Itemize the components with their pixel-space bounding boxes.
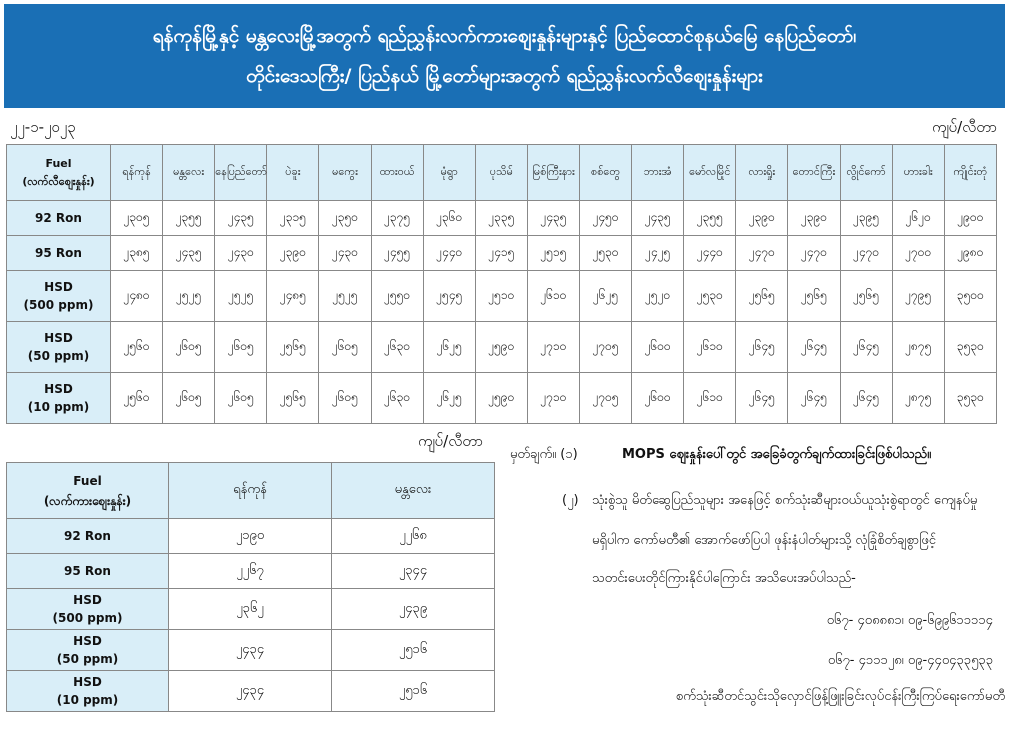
price-cell: ၂၆၁၀ (684, 322, 736, 373)
wholesale-city-header: ရန်ကုန် (169, 463, 332, 519)
price-cell: ၂၅၁၅ (527, 236, 579, 271)
price-cell: ၂၆၀၀ (632, 373, 684, 424)
note-2-line1: သုံးစွဲသူ မိတ်ဆွေပြည်သူများ အနေဖြင့် စက်သုံးဆီများဝယ်ယူသုံးစွဲရာတွင် ကျေနပ်မှု (592, 493, 978, 508)
price-cell: ၂၄၃၄ (169, 630, 332, 671)
fuel-type-cell (7, 519, 169, 554)
price-cell: ၂၅၂၅ (215, 271, 267, 322)
price-cell: ၂၅၆၀ (111, 373, 163, 424)
retail-city-header: မကွေး (319, 145, 371, 201)
wholesale-price-table (6, 462, 495, 712)
fuel-type-text: (10 ppm) (56, 693, 119, 707)
price-cell: ၂၉၈၀ (944, 236, 996, 271)
page-header (4, 4, 1005, 108)
price-cell: ၂၄၃၅ (163, 236, 215, 271)
price-cell: ၂၆၀၅ (319, 373, 371, 424)
fuel-header-text: (လက်လီစျေးနှုန်း) (22, 174, 95, 188)
price-cell: ၂၅၂၅ (163, 271, 215, 322)
price-cell: ၂၆၄၅ (840, 322, 892, 373)
phone-line-2: ၀၆၇- ၄၁၁၁၂၈၊ ၀၉-၄၄၀၄၃၃၅၃၃ (827, 653, 993, 668)
price-cell: ၂၃၅၅ (163, 201, 215, 236)
retail-city-header: ဘားအံ (632, 145, 684, 201)
fuel-type-text: (10 ppm) (27, 400, 90, 414)
price-cell: ၂၆၄၅ (736, 322, 788, 373)
fuel-type-text: HSD (44, 382, 73, 396)
price-cell: ၂၃၈၅ (111, 236, 163, 271)
price-cell: ၂၄၄၀ (684, 236, 736, 271)
price-cell: ၂၆၁၀ (684, 373, 736, 424)
fuel-header-text: Fuel (45, 156, 72, 170)
price-cell: ၂၈၇၅ (892, 373, 944, 424)
price-cell: ၂၆၄၅ (788, 373, 840, 424)
price-cell: ၂၃၉၀ (788, 201, 840, 236)
price-cell: ၂၆၀၅ (215, 322, 267, 373)
price-cell: ၂၇၀၅ (579, 322, 631, 373)
price-cell: ၂၄၅၀ (579, 201, 631, 236)
fuel-type-text: 95 Ron (64, 564, 111, 578)
phone-line-1: ၀၆၇- ၄၀၈၈၈၁၊ ၀၉-၆၉၉၆၁၁၁၁၄ (826, 613, 993, 628)
price-cell: ၂၇၉၅ (892, 271, 944, 322)
price-cell: ၂၆၄၅ (736, 373, 788, 424)
price-cell: ၂၇၀၀ (892, 236, 944, 271)
price-cell: ၃၅၃၀ (944, 373, 996, 424)
price-cell: ၂၅၃၀ (684, 271, 736, 322)
table-row (7, 373, 997, 424)
fuel-type-text: HSD (73, 593, 102, 607)
price-cell: ၂၄၃၅ (632, 201, 684, 236)
fuel-type-cell (7, 671, 169, 712)
retail-city-header: ပုသိမ် (475, 145, 527, 201)
price-cell: ၂၃၆၂ (169, 589, 332, 630)
retail-city-header: လွိုင်ကော် (840, 145, 892, 201)
header-title-line2: တိုင်းဒေသကြီး/ ပြည်နယ် မြို့တော်များအတွက် ရည်ညွှန်းလက်လီစျေးနှုန်းများ (246, 65, 763, 87)
price-cell: ၂၄၃၉ (332, 589, 495, 630)
price-cell: ၂၅၅၀ (371, 271, 423, 322)
price-cell: ၂၅၉၀ (475, 373, 527, 424)
price-cell: ၂၅၉၀ (475, 322, 527, 373)
price-cell: ၂၅၆၅ (736, 271, 788, 322)
price-cell: ၂၇၀၅ (579, 373, 631, 424)
retail-city-header: ပဲခူး (267, 145, 319, 201)
table-row (7, 630, 495, 671)
price-cell: ၂၅၆၅ (267, 373, 319, 424)
retail-header-row (7, 145, 997, 201)
price-cell: ၂၅၆၀ (111, 322, 163, 373)
price-cell: ၂၄၁၅ (475, 236, 527, 271)
price-cell: ၂၆၂၅ (579, 271, 631, 322)
price-cell: ၂၃၁၅ (267, 201, 319, 236)
price-cell: ၂၄၇၀ (736, 236, 788, 271)
fuel-type-cell (7, 201, 111, 236)
retail-city-header: မုံရွာ (423, 145, 475, 201)
price-cell: ၂၃၉၀ (267, 236, 319, 271)
price-cell: ၂၁၉၀ (169, 519, 332, 554)
fuel-type-text: (500 ppm) (23, 298, 94, 312)
price-cell: ၂၅၃၀ (579, 236, 631, 271)
price-cell: ၂၆၂၅ (423, 373, 475, 424)
price-cell: ၂၃၄၄ (332, 554, 495, 589)
wholesale-header-row (7, 463, 495, 519)
price-cell: ၂၅၂၀ (632, 271, 684, 322)
table-row (7, 271, 997, 322)
price-cell: ၂၄၂၅ (632, 236, 684, 271)
price-cell: ၂၄၃၀ (319, 236, 371, 271)
price-cell: ၂၃၅၅ (684, 201, 736, 236)
retail-city-header: မော်လမြိုင် (684, 145, 736, 201)
retail-city-header: ဟားခါး (892, 145, 944, 201)
price-cell: ၂၆၀၅ (163, 373, 215, 424)
retail-city-header: ရန်ကုန် (111, 145, 163, 201)
retail-city-header: မြစ်ကြီးနား (527, 145, 579, 201)
price-cell: ၂၆၀၅ (215, 373, 267, 424)
price-cell: ၂၃၀၅ (111, 201, 163, 236)
price-cell: ၂၆၃၀ (371, 373, 423, 424)
fuel-type-text: 92 Ron (64, 529, 111, 543)
price-cell: ၂၄၄၀ (423, 236, 475, 271)
price-cell: ၂၅၁၆ (332, 630, 495, 671)
fuel-type-text: (50 ppm) (27, 349, 90, 363)
price-cell: ၂၂၆၈ (332, 519, 495, 554)
price-cell: ၂၆၃၀ (371, 322, 423, 373)
fuel-header-text: (လက်ကားစျေးနှုန်း) (43, 493, 132, 508)
fuel-type-text: 95 Ron (35, 246, 82, 260)
fuel-type-cell (7, 271, 111, 322)
note-2-line2: မရှိပါက ကော်မတီ၏ အောက်ဖော်ပြပါ ဖုန်းနံပါတ်များသို့ လုံခြုံစိတ်ချစွာဖြင့် (592, 533, 936, 548)
fuel-header-text: Fuel (73, 473, 102, 488)
table-row (7, 236, 997, 271)
price-cell: ၂၅၁၀ (475, 271, 527, 322)
note-1: MOPS စျေးနှုန်းပေါ်တွင် အခြေခံတွက်ချက်ထားခြင်းဖြစ်ပါသည်။ (622, 447, 932, 462)
unit-label: ကျပ်/လီတာ (931, 118, 997, 136)
price-cell: ၂၄၃၅ (215, 201, 267, 236)
price-cell: ၂၅၆၅ (267, 322, 319, 373)
fuel-type-text: (500 ppm) (52, 611, 123, 625)
fuel-type-text: 92 Ron (35, 211, 82, 225)
fuel-type-text: (50 ppm) (56, 652, 119, 666)
fuel-type-cell (7, 236, 111, 271)
table-row (7, 322, 997, 373)
fuel-type-cell (7, 373, 111, 424)
price-cell: ၂၆၄၅ (788, 322, 840, 373)
price-cell: ၂၅၄၅ (423, 271, 475, 322)
price-cell: ၂၈၇၅ (892, 322, 944, 373)
price-cell: ၂၃၇၅ (371, 201, 423, 236)
price-cell: ၂၄၃၄ (169, 671, 332, 712)
retail-city-header: မန္တလေး (163, 145, 215, 201)
table-row (7, 519, 495, 554)
price-cell: ၂၄၇၀ (840, 236, 892, 271)
price-cell: ၂၄၈၅ (267, 271, 319, 322)
retail-city-header: ကျိုင်းတုံ (944, 145, 996, 201)
note-prefix: မှတ်ချက်။ (၁) (510, 447, 578, 462)
price-cell: ၂၆၂၅ (423, 322, 475, 373)
price-cell: ၂၅၁၆ (332, 671, 495, 712)
price-cell: ၂၃၉၀ (736, 201, 788, 236)
fuel-type-cell (7, 589, 169, 630)
price-cell: ၂၅၆၅ (840, 271, 892, 322)
price-cell: ၃၅၃၀ (944, 322, 996, 373)
wholesale-fuel-header (7, 463, 169, 519)
price-cell: ၂၄၈၀ (111, 271, 163, 322)
price-cell: ၂၅၂၅ (319, 271, 371, 322)
table-row (7, 554, 495, 589)
fuel-type-text: HSD (73, 634, 102, 648)
retail-price-table (6, 144, 997, 424)
committee-name: စက်သုံးဆီတင်သွင်းသိုလှောင်ဖြန့်ဖြူးခြင်းလုပ်ငန်းကြီးကြပ်ရေးကော်မတီ (675, 689, 1005, 704)
table-row (7, 589, 495, 630)
table-row (7, 201, 997, 236)
fuel-type-text: HSD (44, 280, 73, 294)
retail-city-header: ထားဝယ် (371, 145, 423, 201)
header-title-line1: ရန်ကုန်မြို့နှင့် မန္တလေးမြို့အတွက် ရည်ညွှန်းလက်ကားစျေးနှုန်းများနှင့် ပြည်ထောင်စုနယ်မြေ နေပြည်တော်၊ (152, 25, 857, 47)
price-cell: ၂၆၄၅ (840, 373, 892, 424)
note-2-number: (၂) (562, 493, 579, 508)
price-cell: ၂၆၁၀ (527, 271, 579, 322)
price-cell: ၂၃၅၀ (319, 201, 371, 236)
retail-city-header: စစ်တွေ (579, 145, 631, 201)
price-cell: ၂၇၁၀ (527, 373, 579, 424)
fuel-type-cell (7, 630, 169, 671)
price-cell: ၂၆၀၅ (163, 322, 215, 373)
price-cell: ၂၆၂၀ (892, 201, 944, 236)
retail-fuel-header (7, 145, 111, 201)
retail-city-header: နေပြည်တော် (215, 145, 267, 201)
wholesale-unit-label: ကျပ်/လီတာ (418, 432, 484, 450)
price-cell: ၂၉၀၀ (944, 201, 996, 236)
price-cell: ၂၄၃၅ (527, 201, 579, 236)
price-cell: ၂၃၃၅ (475, 201, 527, 236)
price-cell: ၂၄၃၀ (215, 236, 267, 271)
fuel-type-cell (7, 322, 111, 373)
retail-city-header: တောင်ကြီး (788, 145, 840, 201)
price-cell: ၂၄၅၅ (371, 236, 423, 271)
wholesale-city-header: မန္တလေး (332, 463, 495, 519)
retail-city-header: လားရှိုး (736, 145, 788, 201)
price-cell: ၂၄၇၀ (788, 236, 840, 271)
note-2-line3: သတင်းပေးတိုင်ကြားနိုင်ပါကြောင်း အသိပေးအပ်ပါသည်- (592, 571, 856, 586)
fuel-type-text: HSD (44, 331, 73, 345)
price-cell: ၂၇၁၀ (527, 322, 579, 373)
price-cell: ၂၆၀၅ (319, 322, 371, 373)
price-cell: ၂၃၆၀ (423, 201, 475, 236)
date-label: ၂၂-၁-၂၀၂၃ (10, 118, 76, 136)
price-cell: ၂၅၆၅ (788, 271, 840, 322)
price-cell: ၃၅၀၀ (944, 271, 996, 322)
price-cell: ၂၂၆၇ (169, 554, 332, 589)
price-cell: ၂၃၉၅ (840, 201, 892, 236)
fuel-type-text: HSD (73, 675, 102, 689)
price-cell: ၂၆၀၀ (632, 322, 684, 373)
table-row (7, 671, 495, 712)
fuel-type-cell (7, 554, 169, 589)
